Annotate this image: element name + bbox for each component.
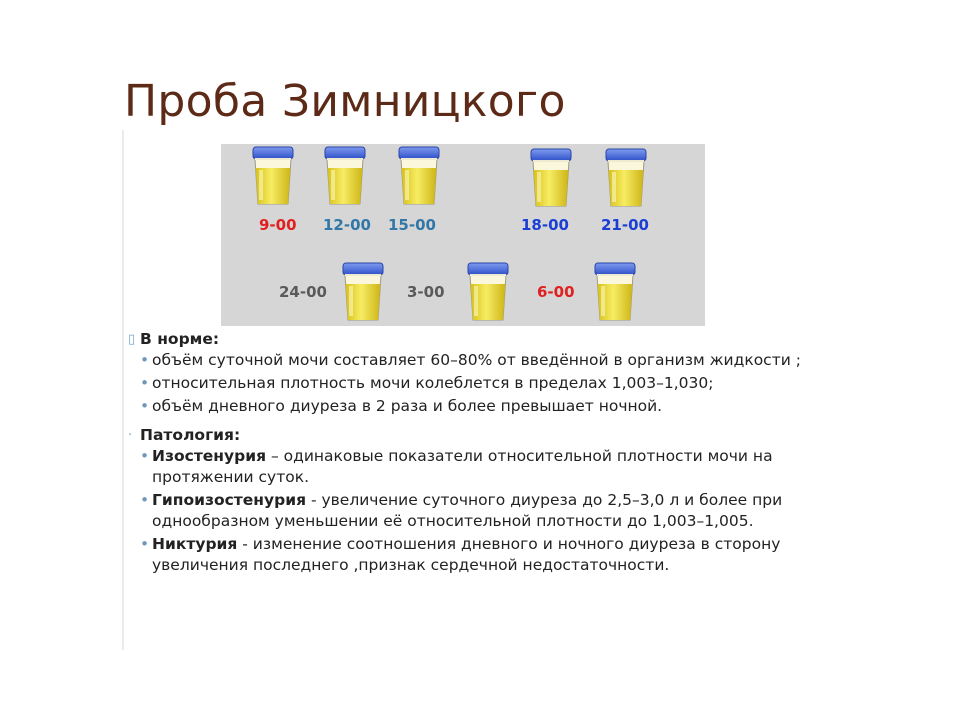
sample-cup-icon	[322, 146, 368, 206]
page-edge-line	[122, 130, 124, 650]
list-item-text: – одинаковые показатели относительной плотности мочи на протяжении суток.	[152, 447, 773, 486]
sample-time-label: 3-00	[407, 283, 445, 301]
sample-time-label: 21-00	[601, 216, 649, 234]
term-text: Никтурия	[152, 535, 238, 553]
sample-time-label: 15-00	[388, 216, 436, 234]
list-item-text: - изменение соотношения дневного и ночного диуреза в сторону увеличения последнего ,признак сердечной недостаточности.	[152, 535, 781, 574]
list-item-text: объём дневного диуреза в 2 раза и более превышает ночной.	[152, 397, 663, 415]
section-marker-icon: ▯	[128, 332, 136, 347]
list-item	[128, 534, 818, 576]
pathology-heading	[128, 425, 818, 446]
norm-section	[128, 329, 818, 417]
pathology-section	[128, 425, 818, 576]
section-marker-icon: ·	[128, 428, 133, 443]
sample-time-label: 6-00	[537, 283, 575, 301]
bullet-icon: •	[140, 447, 150, 465]
description-text	[128, 329, 818, 576]
sample-time-label: 24-00	[279, 283, 327, 301]
list-item	[128, 396, 818, 417]
pathology-heading-text: Патология:	[140, 426, 241, 444]
list-item-text: объём суточной мочи составляет 60–80% от введённой в организм жидкости ;	[152, 351, 801, 369]
bullet-icon: •	[140, 491, 150, 509]
sample-cup-icon	[396, 146, 442, 206]
sample-cup-icon	[250, 146, 296, 206]
norm-heading-text: В норме:	[140, 330, 220, 348]
bullet-icon: •	[140, 351, 150, 369]
bullet-icon: •	[140, 374, 150, 392]
sample-cup-icon	[465, 262, 511, 322]
term-text: Изостенурия	[152, 447, 267, 465]
bullet-icon: •	[140, 535, 150, 553]
list-item	[128, 490, 818, 532]
sample-time-label: 12-00	[323, 216, 371, 234]
list-item-text: - увеличение суточного диуреза до 2,5–3,0 л и более при однообразном уменьшении её относительной плотности до 1,003–1,005.	[152, 491, 783, 530]
page-title: Проба Зимницкого	[124, 76, 566, 127]
sample-time-label: 18-00	[521, 216, 569, 234]
list-item	[128, 373, 818, 394]
sample-cup-icon	[603, 148, 649, 208]
sample-time-label: 9-00	[259, 216, 297, 234]
sample-cup-icon	[528, 148, 574, 208]
sample-cup-icon	[340, 262, 386, 322]
term-text: Гипоизостенурия	[152, 491, 307, 509]
samples-figure	[221, 144, 705, 326]
sample-cup-icon	[592, 262, 638, 322]
list-item-text: относительная плотность мочи колеблется в пределах 1,003–1,030;	[152, 374, 714, 392]
list-item	[128, 446, 818, 488]
list-item	[128, 350, 818, 371]
norm-heading	[128, 329, 818, 350]
bullet-icon: •	[140, 397, 150, 415]
